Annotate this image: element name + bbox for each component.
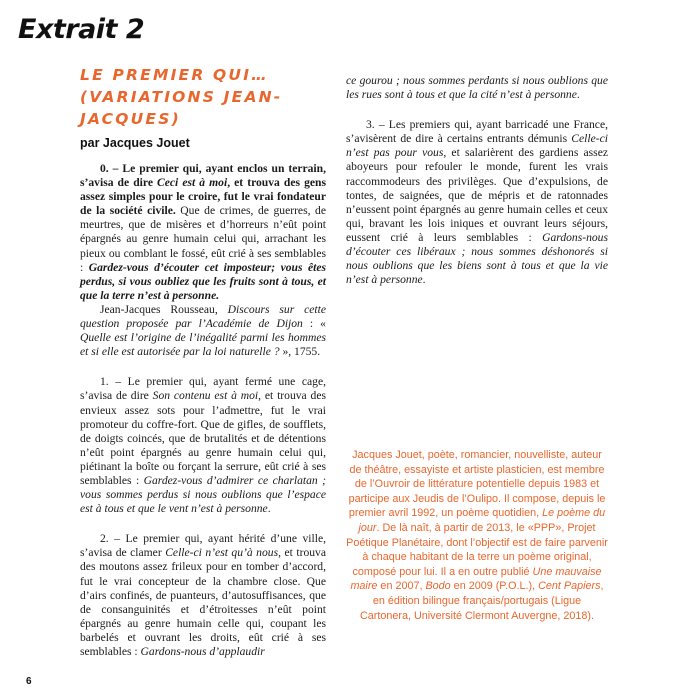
- author-bio: Jacques Jouet, poète, romancier, nouvelliste, auteur de théâtre, essayiste et artiste plasticien, est membre de l’Ouvroir de littérature potentielle depuis 1983 et participe aux Jeudis de l’Oulipo. Il compose, depuis le premier avril 1992, un poème quotidien, Le poème du jour. De là naît, à partir de 2013, le «PPP», Projet Poétique Planétaire, dont l’objectif est de faire parvenir à chaque habitant de la terre un poème original, composé pour lui. Il a en outre publié Une mauvaise maire en 2007, Bodo en 2009 (P.O.L.), Cent Papiers, en édition bilingue français/portugais (Ligue Cartonera, Université Clermont Auvergne, 2018).: [346, 449, 608, 622]
- byline: par Jacques Jouet: [80, 136, 190, 150]
- left-column: [80, 64, 326, 659]
- paragraph-3: 3. – Les premiers qui, ayant barricadé une France, s’avisèrent de dire à certains entrants démunis Celle-ci n’est pas pour vous, et salarièrent des gardiens assez aboyeurs pour refouler le monde, furent les vrais raccommodeurs des privilèges. Que d’expulsions, de tontes, de saignées, que de mépris et de ratonnades n’eussent point épargnés au genre humain celles et ceux qui, bravant les lois iniques et ouvrant leurs séjours, eussent crié à leurs semblables : Gardons-nous d’écouter ces libéraux ; nous sommes déshonorés si nous oublions que les biens sont à tous et que la vie n’est à personne.: [346, 118, 608, 287]
- paragraph-1: 1. – Le premier qui, ayant fermé une cage, s’avisa de dire Son contenu est à moi, et trouva des envieux assez sots pour l’admettre, fut le vrai promoteur du coffre-fort. Que de gifles, de soufflets, de doigts coincés, que de brutalités et de détentions n’eût point épargnés au genre humain celui qui, piétinant la boîte ou forçant la serrure, eût crié à ses semblables : Gardez-vous d’admirer ce charlatan ; vous sommes perdus si nous oublions que l’espace est à tous et que le vent n’est à personne.: [80, 375, 326, 516]
- paragraph-0: 0. – Le premier qui, ayant enclos un terrain, s’avisa de dire Ceci est à moi, et trouva des gens assez simples pour le croire, fut le vrai fondateur de la société civile. Que de crimes, de guerres, de meurtres, que de misères et d’horreurs n’eût point épargnés au genre humain celui qui, arrachant les pieux ou comblant le fossé, eût crié à ses semblables : Gardez-vous d’écouter cet imposteur; vous êtes perdus, si vous oubliez que les fruits sont à tous, et que la terre n’est à personne.: [80, 162, 327, 302]
- paragraph-2: 2. – Le premier qui, ayant hérité d’une ville, s’avisa de clamer Celle-ci n’est qu’à nous, et trouva des moutons assez frileux pour en tomber d’accord, fut le vrai concepteur de la chambre close. Que d’airs confinés, de puanteurs, d’autosuffisances, que de consanguinités et d’étroitesses n’eût point épargnés au genre humain celle qui, coupant les barbelés et ouvrant les droits, eût crié à ses semblables : Gardons-nous d’applaudir: [80, 532, 326, 658]
- article-title: [80, 64, 326, 130]
- article-title-line2: (VARIATIONS JEAN-JACQUES): [80, 88, 283, 128]
- section-title: Extrait 2: [18, 14, 145, 45]
- rousseau-citation: Jean-Jacques Rousseau, Discours sur cette question proposée par l’Académie de Dijon : « Quelle est l’origine de l’inégalité parmi les hommes et si elle est autorisée par la loi naturelle ? », 1755.: [80, 302, 326, 359]
- page-number: 6: [26, 676, 32, 687]
- paragraph-2-continued: ce gourou ; nous sommes perdants si nous oublions que les rues sont à tous et que la cité n’est à personne.: [346, 74, 608, 102]
- article-title-line1: LE PREMIER QUI…: [80, 66, 269, 84]
- right-column: [346, 74, 608, 287]
